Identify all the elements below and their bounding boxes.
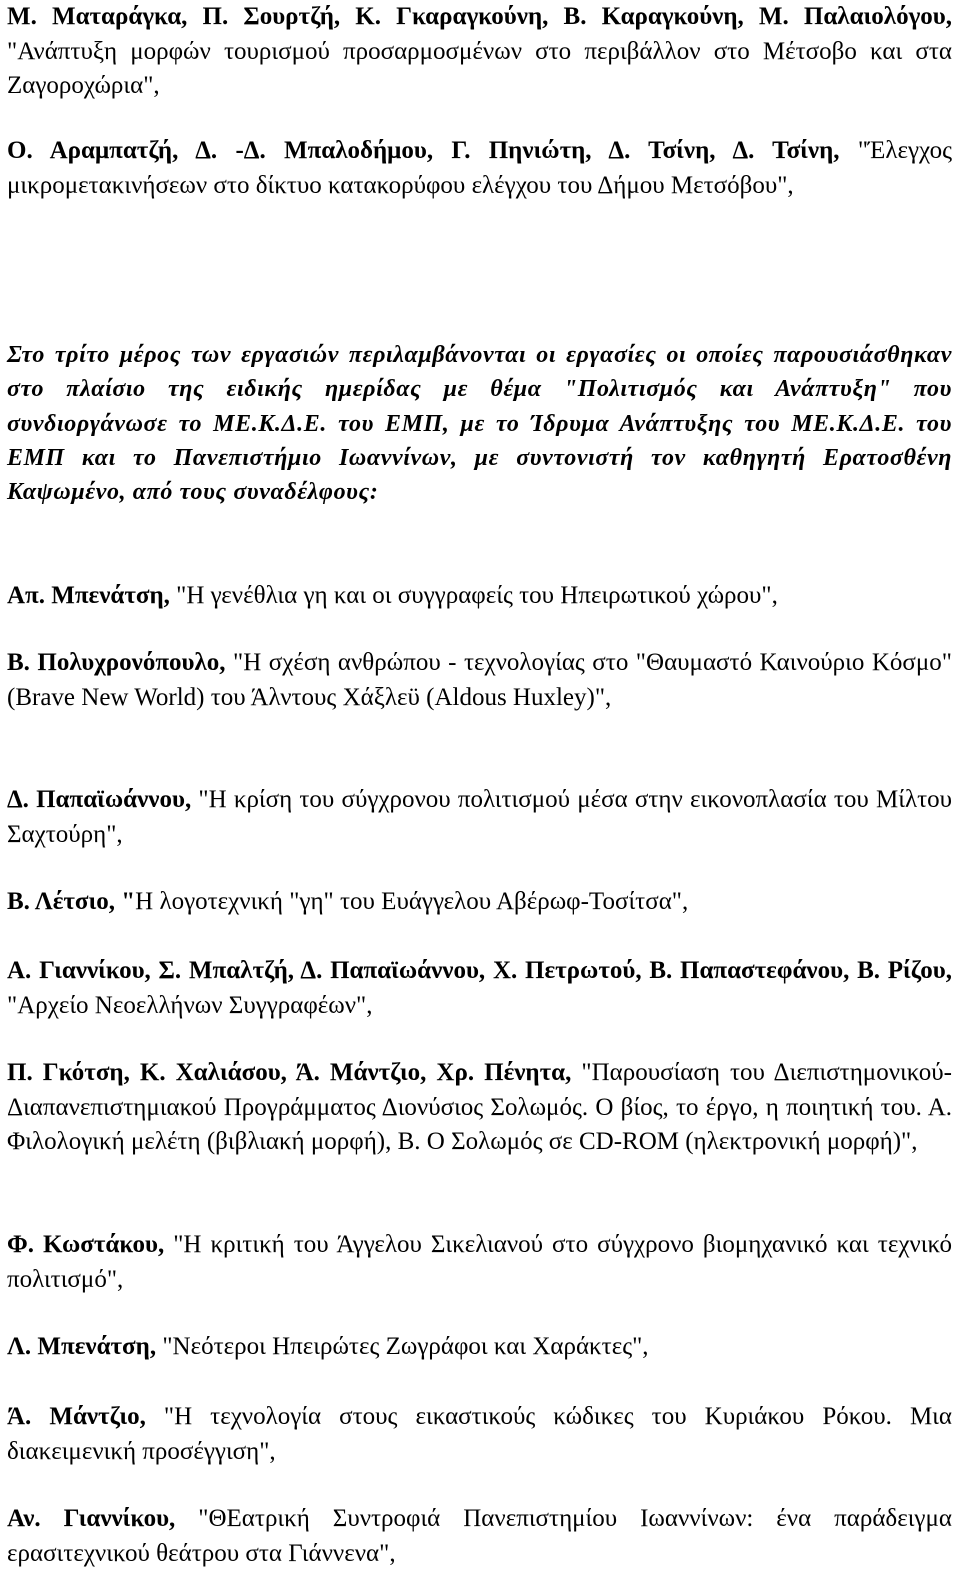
- entry-authors: Ο. Αραμπατζή, Δ. -Δ. Μπαλοδήμου, Γ. Πηνιώτη, Δ. Τσίνη, Δ. Τσίνη,: [7, 137, 840, 164]
- reference-entry: [7, 0, 952, 104]
- reference-entry: [7, 954, 952, 1023]
- reference-entry: [7, 1228, 952, 1297]
- entry-title: "Αρχείο Νεοελλήνων Συγγραφέων",: [7, 991, 373, 1019]
- entry-title: "Ανάπτυξη μορφών τουρισμού προσαρμοσμένων στο περιβάλλον στο Μέτσοβο και στα Ζαγοροχώρια",: [7, 37, 952, 99]
- entry-authors: Φ. Κωστάκου,: [7, 1231, 165, 1258]
- entry-title: "ΘΕατρική Συντροφιά Πανεπιστημίου Ιωαννίνων: ένα παράδειγμα ερασιτεχνικού θεάτρου στα Γιάννενα",: [7, 1505, 952, 1567]
- entry-authors: Ά. Μάντζιο,: [7, 1403, 146, 1430]
- reference-entry: [7, 1502, 952, 1571]
- intro-paragraph: Στο τρίτο μέρος των εργασιών περιλαμβάνονται οι εργασίες οι οποίες παρουσιάσθηκαν στο πλαίσιο της ειδικής ημερίδας με θέμα "Πολιτισμός και Ανάπτυξη" που συνδιοργάνωσε το ΜΕ.Κ.Δ.Ε. του ΕΜΠ, με το Ίδρυμα Ανάπτυξης του ΜΕ.Κ.Δ.Ε. του ΕΜΠ και το Πανεπιστήμιο Ιωαννίνων, με συντονιστή τον καθηγητή Ερατοσθένη Καψωμένο, από τους συναδέλφους:: [7, 342, 952, 506]
- entry-title: "Έλεγχος μικρομετακινήσεων στο δίκτυο κατακορύφου ελέγχου του Δήμου Μετσόβου",: [7, 137, 952, 199]
- entry-title: "Η τεχνολογία στους εικαστικούς κώδικες του Κυριάκου Ρόκου. Μια διακειμενική προσέγγιση",: [7, 1403, 953, 1465]
- entry-title: "Νεότεροι Ηπειρώτες Ζωγράφοι και Χαράκτες",: [156, 1333, 649, 1360]
- reference-entry: [7, 579, 952, 614]
- entry-authors: Β. Πολυχρονόπουλο,: [7, 649, 226, 676]
- entry-title: "Η κρίση του σύγχρονου πολιτισμού μέσα στην εικονοπλασία του Μίλτου Σαχτούρη",: [7, 786, 952, 848]
- entry-authors: Αν. Γιαννίκου,: [7, 1505, 176, 1532]
- reference-entry: [7, 1056, 952, 1160]
- entry-title: "Παρουσίαση του Διεπιστημονικού-Διαπανεπιστημιακού Προγράμματος Διονύσιος Σολωμός. Ο βίος, το έργο, η ποιητική του. Α. Φιλολογική μελέτη (βιβλιακή μορφή), Β. Ο Σολωμός σε CD-ROM (ηλεκτρονική μορφή)",: [7, 1059, 952, 1155]
- entry-authors: Δ. Παπαϊωάννου,: [7, 786, 192, 813]
- entry-title: "Η γενέθλια γη και οι συγγραφείς του Ηπειρωτικού χώρου",: [169, 582, 778, 609]
- reference-entry: [7, 1400, 952, 1469]
- entry-title: "Η σχέση ανθρώπου - τεχνολογίας στο "Θαυμαστό Καινούριο Κόσμο" (Brave New World) του Άλντους Χάξλεϋ (Aldous Huxley)",: [7, 649, 953, 711]
- reference-entry: [7, 783, 952, 852]
- entry-authors: Β. Λέτσιο, ": [7, 888, 136, 915]
- reference-entry: [7, 646, 952, 715]
- entry-title: Η λογοτεχνική "γη" του Ευάγγελου Αβέρωφ-Τοσίτσα",: [135, 888, 689, 915]
- reference-entry: [7, 885, 952, 920]
- reference-entry: [7, 1330, 952, 1365]
- entry-authors: Λ. Μπενάτση,: [7, 1333, 157, 1360]
- entry-title: "Η κριτική του Άγγελου Σικελιανού στο σύγχρονο βιομηχανικό και τεχνικό πολιτισμό",: [7, 1231, 952, 1293]
- entry-authors: Απ. Μπενάτση,: [7, 582, 170, 609]
- entry-authors: Π. Γκότση, Κ. Χαλιάσου, Ά. Μάντζιο, Χρ. Πένητα,: [7, 1059, 572, 1086]
- entry-authors: Μ. Ματαράγκα, Π. Σουρτζή, Κ. Γκαραγκούνη, Β. Καραγκούνη, Μ. Παλαιολόγου,: [7, 3, 952, 30]
- reference-entry: [7, 134, 952, 203]
- entry-authors: Α. Γιαννίκου, Σ. Μπαλτζή, Δ. Παπαϊωάννου, Χ. Πετρωτού, Β. Παπαστεφάνου, Β. Ρίζου,: [7, 957, 952, 984]
